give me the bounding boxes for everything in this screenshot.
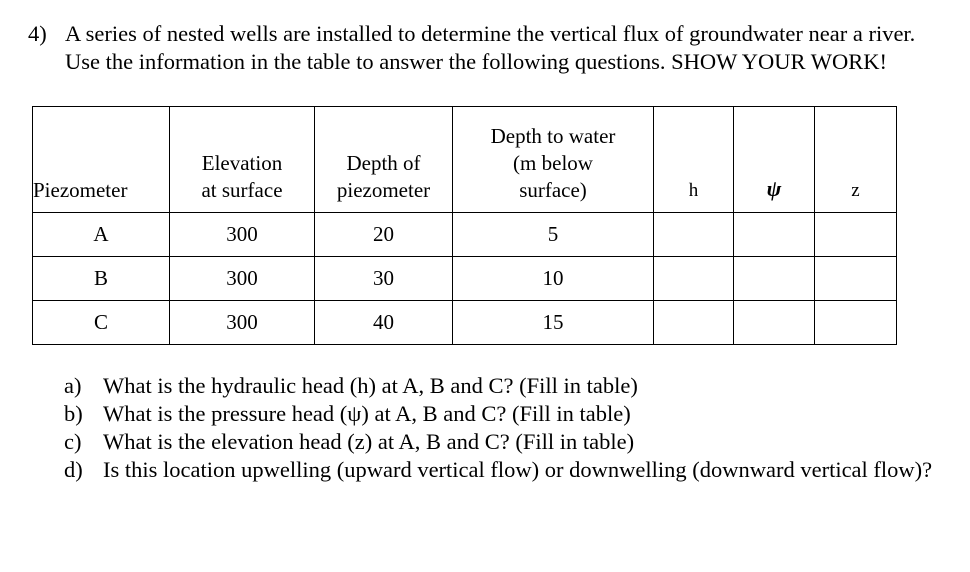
header-piezometer: Piezometer [33, 107, 170, 213]
header-elevation-line1: Elevation [201, 151, 283, 175]
question-number: 4) [28, 21, 47, 46]
header-h: h [654, 107, 734, 213]
cell-depth-piezometer: 20 [315, 213, 453, 257]
psi-symbol: ψ [766, 176, 782, 201]
cell-elevation: 300 [170, 257, 315, 301]
part-text: Is this location upwelling (upward vertical flow) or downwelling (downward vertical flow)? [103, 457, 933, 482]
part-text: What is the elevation head (z) at A, B and C? (Fill in table) [103, 429, 635, 454]
header-elevation [170, 107, 315, 213]
cell-z[interactable] [815, 301, 897, 345]
header-depth-water [453, 107, 654, 213]
cell-piezometer: B [33, 257, 170, 301]
question-part-d [64, 456, 944, 484]
cell-depth-water: 5 [453, 213, 654, 257]
cell-depth-water: 10 [453, 257, 654, 301]
part-text: What is the pressure head (ψ) at A, B and C? (Fill in table) [103, 401, 631, 426]
question-parts [64, 372, 944, 484]
cell-psi[interactable] [734, 257, 815, 301]
header-depth-water-line2: (m below [513, 151, 593, 175]
question-part-b [64, 400, 944, 428]
cell-h[interactable] [654, 257, 734, 301]
cell-depth-piezometer: 30 [315, 257, 453, 301]
table-header-row [33, 107, 897, 213]
piezometer-table [32, 106, 897, 345]
cell-z[interactable] [815, 257, 897, 301]
cell-piezometer: A [33, 213, 170, 257]
header-depth-water-line3: surface) [519, 178, 587, 202]
cell-depth-water: 15 [453, 301, 654, 345]
header-depth-piezometer-line2: piezometer [336, 178, 431, 202]
question-text: A series of nested wells are installed to determine the vertical flux of groundwater near a river. Use the information in the table to answer the following questions. SHOW YOUR WORK! [65, 21, 916, 74]
table-row [33, 213, 897, 257]
part-label: a) [64, 373, 82, 398]
header-depth-piezometer [315, 107, 453, 213]
table-row [33, 257, 897, 301]
header-z: z [815, 107, 897, 213]
question-block [28, 20, 948, 76]
part-label: c) [64, 429, 82, 454]
header-elevation-line2: at surface [201, 178, 283, 202]
table-row [33, 301, 897, 345]
cell-depth-piezometer: 40 [315, 301, 453, 345]
question-part-c [64, 428, 944, 456]
cell-z[interactable] [815, 213, 897, 257]
part-label: b) [64, 401, 83, 426]
header-depth-piezometer-line1: Depth of [346, 151, 421, 175]
cell-elevation: 300 [170, 213, 315, 257]
part-label: d) [64, 457, 83, 482]
question-part-a [64, 372, 944, 400]
cell-piezometer: C [33, 301, 170, 345]
cell-psi[interactable] [734, 301, 815, 345]
header-depth-water-line1: Depth to water [490, 124, 616, 148]
part-text: What is the hydraulic head (h) at A, B and C? (Fill in table) [103, 373, 638, 398]
cell-psi[interactable] [734, 213, 815, 257]
cell-elevation: 300 [170, 301, 315, 345]
header-psi [734, 107, 815, 213]
cell-h[interactable] [654, 301, 734, 345]
cell-h[interactable] [654, 213, 734, 257]
